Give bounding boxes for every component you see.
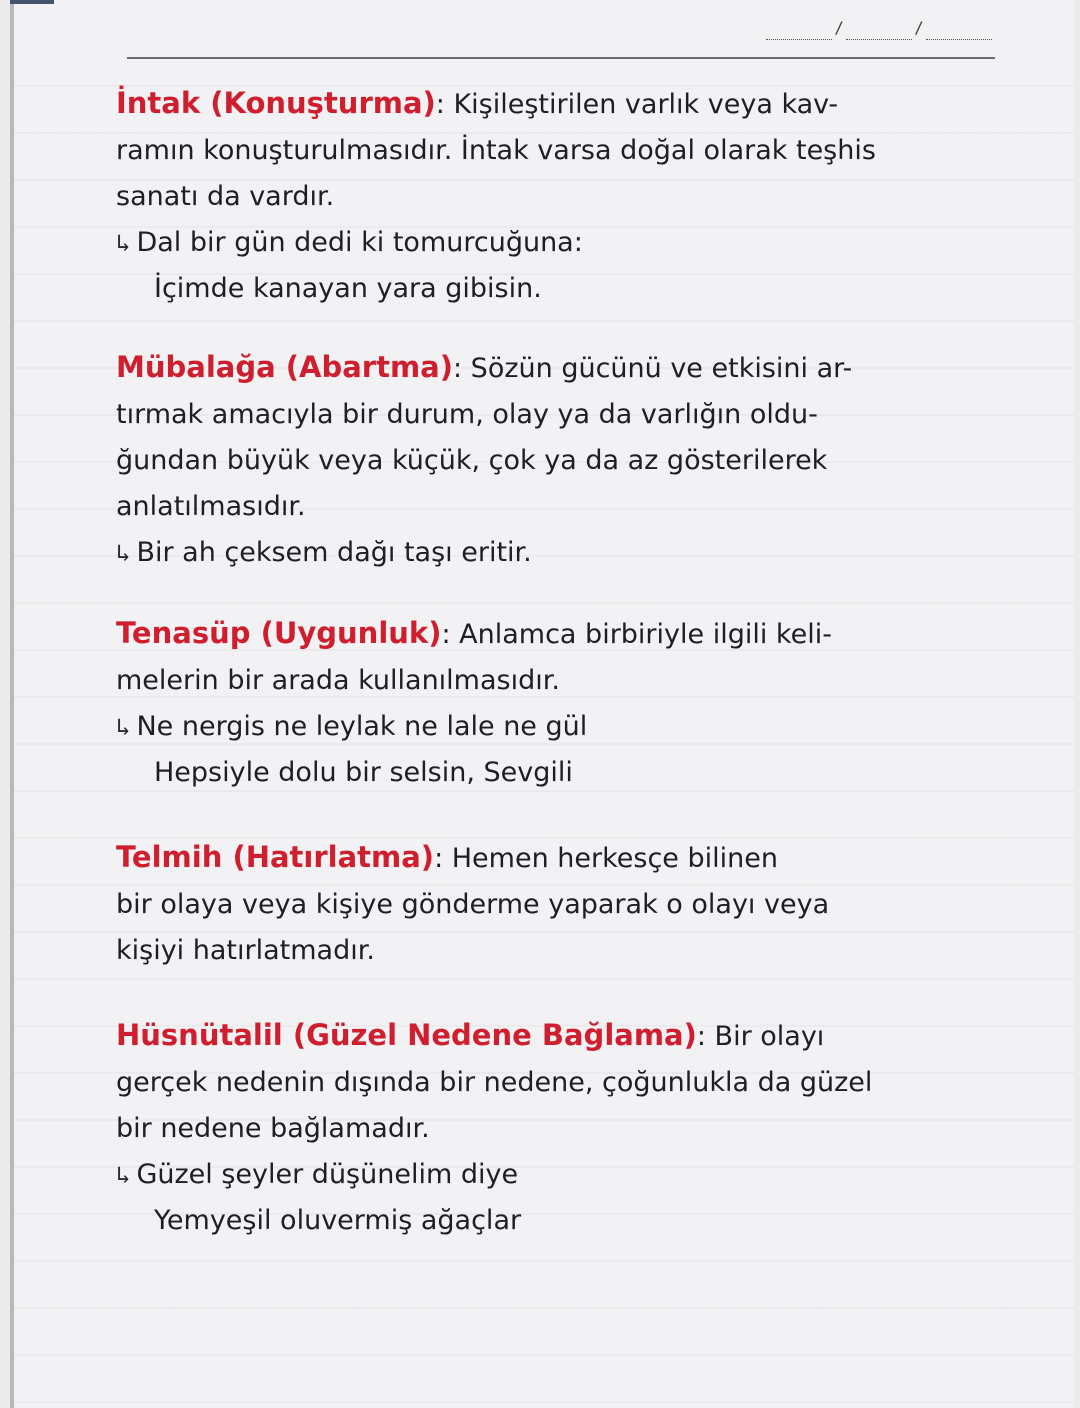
definition-line	[116, 344, 1016, 392]
example-text: Güzel şeyler düşünelim diye	[136, 1159, 519, 1190]
term-title: Hüsnütalil (Güzel Nedene Bağlama)	[116, 1018, 697, 1052]
page-left-edge	[10, 0, 14, 1408]
definition-line	[116, 80, 1016, 128]
section-mubalaga	[116, 344, 1016, 576]
definition-text: : Bir olayı	[696, 1021, 825, 1052]
definition-line: gerçek nedenin dışında bir nedene, çoğunlukla da güzel	[116, 1067, 873, 1098]
term-title: Tenasüp (Uygunluk)	[116, 616, 442, 650]
example-arrow-icon: ↳	[116, 713, 131, 741]
term-title: Mübalağa (Abartma)	[116, 350, 453, 384]
page-top-edge	[10, 0, 54, 4]
example-line	[116, 220, 1016, 266]
example-text: Bir ah çeksem dağı taşı eritir.	[136, 537, 532, 568]
example-line	[116, 704, 1016, 750]
example-arrow-icon: ↳	[116, 1161, 131, 1189]
term-title: Telmih (Hatırlatma)	[116, 840, 435, 874]
date-dots-year	[926, 25, 992, 40]
definition-text: : Sözün gücünü ve etkisini ar-	[453, 353, 853, 384]
notebook-page	[10, 0, 1074, 1408]
date-slash: /	[914, 18, 924, 37]
example-text: Dal bir gün dedi ki tomurcuğuna:	[136, 227, 583, 258]
definition-text: : Hemen herkesçe bilinen	[434, 843, 778, 874]
definition-line: bir olaya veya kişiye gönderme yaparak o olayı veya	[116, 889, 830, 920]
example-line	[116, 1152, 1016, 1198]
definition-line: ramın konuşturulmasıdır. İntak varsa doğal olarak teşhis	[116, 135, 876, 166]
section-tenasup	[116, 610, 1016, 796]
date-field	[766, 20, 992, 40]
section-telmih	[116, 834, 1016, 974]
date-dots-day	[766, 25, 832, 40]
section-husnutalil	[116, 1012, 1016, 1244]
example-arrow-icon: ↳	[116, 539, 131, 567]
definition-line: kişiyi hatırlatmadır.	[116, 935, 375, 966]
definition-text: : Anlamca birbiriyle ilgili keli-	[441, 619, 832, 650]
definition-line	[116, 1012, 1016, 1060]
date-dots-month	[846, 25, 912, 40]
example-text: Ne nergis ne leylak ne lale ne gül	[136, 711, 588, 742]
example-arrow-icon: ↳	[116, 229, 131, 257]
definition-line	[116, 610, 1016, 658]
definition-line	[116, 834, 1016, 882]
example-line: İçimde kanayan yara gibisin.	[154, 273, 542, 304]
definition-line: ğundan büyük veya küçük, çok ya da az gösterilerek	[116, 445, 828, 476]
definition-line: melerin bir arada kullanılmasıdır.	[116, 665, 560, 696]
header-rule	[127, 57, 995, 59]
definition-line: tırmak amacıyla bir durum, olay ya da varlığın oldu-	[116, 399, 818, 430]
date-slash: /	[834, 18, 844, 37]
term-title: İntak (Konuşturma)	[116, 86, 436, 120]
definition-line: sanatı da vardır.	[116, 181, 335, 212]
section-intak	[116, 80, 1016, 312]
definition-line: anlatılmasıdır.	[116, 491, 306, 522]
example-line: Hepsiyle dolu bir selsin, Sevgili	[154, 757, 573, 788]
example-line: Yemyeşil oluvermiş ağaçlar	[154, 1205, 522, 1236]
definition-text: : Kişileştirilen varlık veya kav-	[435, 89, 839, 120]
example-line	[116, 530, 1016, 576]
definition-line: bir nedene bağlamadır.	[116, 1113, 430, 1144]
